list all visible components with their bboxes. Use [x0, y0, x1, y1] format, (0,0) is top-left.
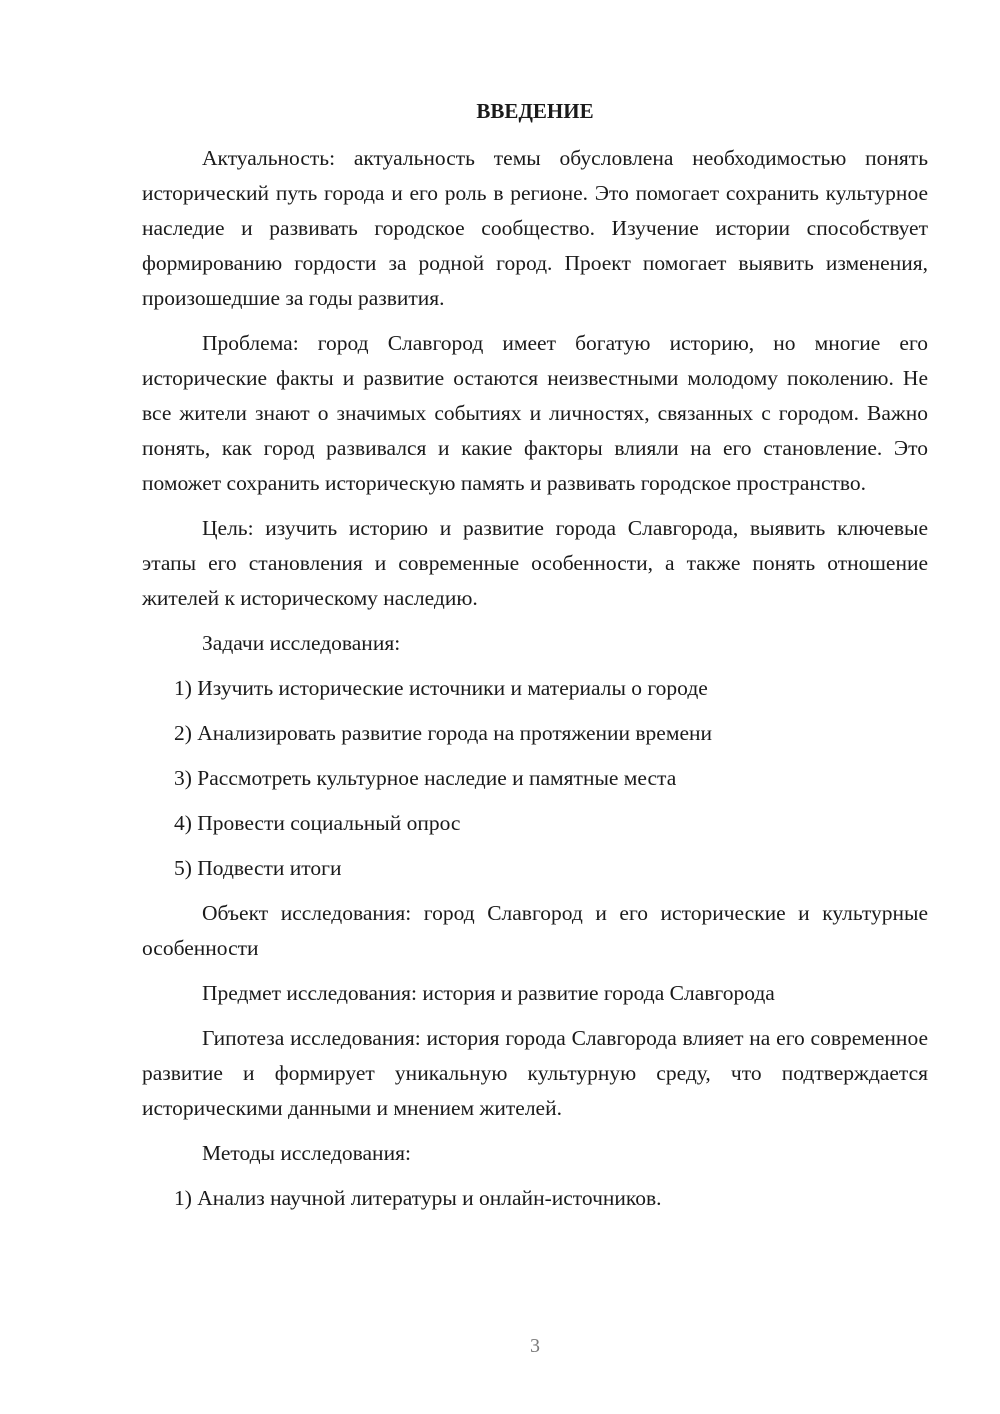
task-item: 3) Рассмотреть культурное наследие и памятные места [174, 766, 677, 790]
page-title: ВВЕДЕНИЕ [476, 99, 594, 123]
document-page [142, 0, 928, 1414]
page-number: 3 [530, 1335, 540, 1357]
document-body [142, 141, 928, 1226]
task-item: 1) Изучить исторические источники и материалы о городе [174, 676, 708, 700]
tasks-heading: Задачи исследования: [202, 631, 401, 655]
subject-paragraph: Предмет исследования: история и развитие города Славгорода [202, 981, 775, 1005]
goal-paragraph: Цель: изучить историю и развитие города Славгорода, выявить ключевые этапы его становления и современные особенности, а также понять отношение жителей к историческому наследию. [142, 516, 928, 610]
task-item: 4) Провести социальный опрос [174, 811, 461, 835]
method-item: 1) Анализ научной литературы и онлайн-источников. [174, 1186, 662, 1210]
task-item: 5) Подвести итоги [174, 856, 342, 880]
task-item: 2) Анализировать развитие города на протяжении времени [174, 721, 713, 745]
object-paragraph: Объект исследования: город Славгород и его исторические и культурные особенности [142, 901, 928, 960]
problem-paragraph: Проблема: город Славгород имеет богатую историю, но многие его исторические факты и развитие остаются неизвестными молодому поколению. Не все жители знают о значимых событиях и личностях, связанных с городом. Важно понять, как город развивался и какие факторы влияли на его становление. Это поможет сохранить историческую память и развивать городское пространство. [142, 331, 928, 495]
hypothesis-paragraph: Гипотеза исследования: история города Славгорода влияет на его современное развитие и формирует уникальную культурную среду, что подтверждается историческими данными и мнением жителей. [142, 1026, 928, 1120]
methods-heading: Методы исследования: [202, 1141, 411, 1165]
relevance-paragraph: Актуальность: актуальность темы обусловлена необходимостью понять исторический путь города и его роль в регионе. Это помогает сохранить культурное наследие и развивать городское сообщество. Изучение истории способствует формированию гордости за родной город. Проект помогает выявить изменения, произошедшие за годы развития. [142, 146, 928, 310]
